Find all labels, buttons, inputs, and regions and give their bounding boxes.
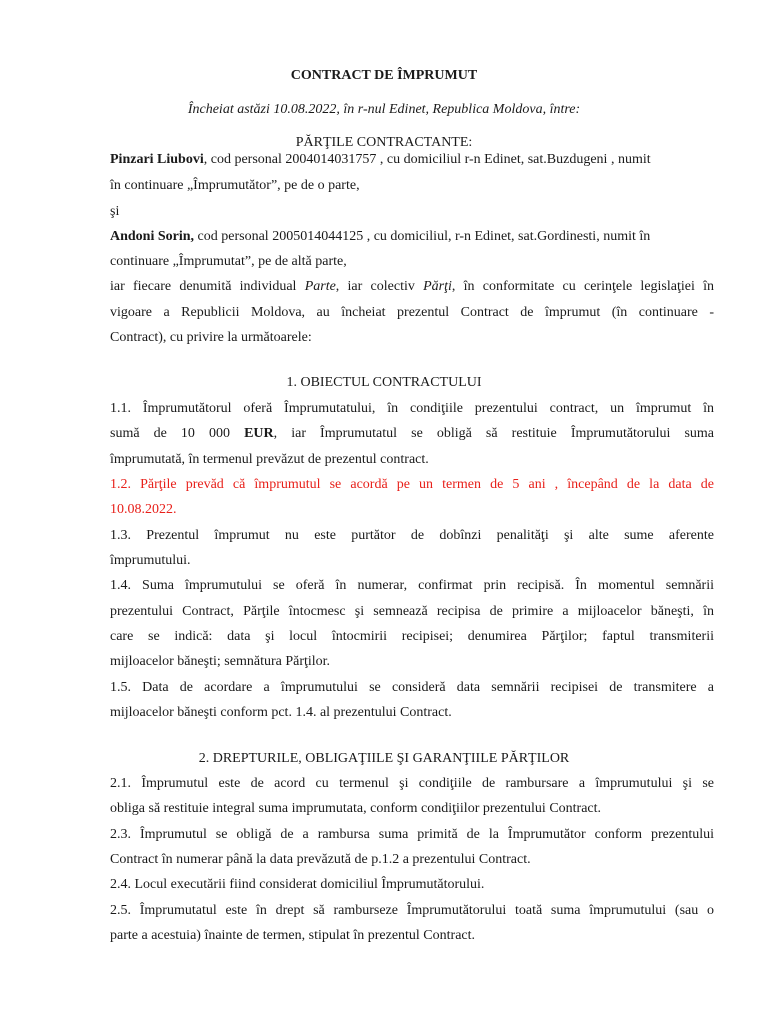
clause-1-1-line-1: 1.1. Împrumutătorul oferă Împrumutatului, în condiţiile prezentului contract, un împrumut în: [110, 401, 714, 416]
lender-line-1: Pinzari Liubovi, cod personal 2004014031757 , cu domiciliul r-n Edinet, sat.Buzdugeni , numit: [110, 152, 651, 167]
borrower-name: Andoni Sorin,: [110, 229, 195, 244]
and-conjunction: şi: [110, 204, 120, 219]
clause-1-3-line-1: 1.3. Prezentul împrumut nu este purtător de dobînzi penalităţi şi alte sume aferente: [110, 528, 714, 543]
currency-eur: EUR: [244, 426, 274, 441]
document-title: CONTRACT DE ÎMPRUMUT: [290, 68, 478, 83]
clause-2-1-line-1: 2.1. Împrumutul este de acord cu termenul şi condiţiile de rambursare a împrumutului şi se: [110, 776, 714, 791]
parties-heading: PĂRŢILE CONTRACTANTE:: [295, 135, 473, 150]
clause-1-2-line-2: 10.08.2022.: [110, 502, 177, 517]
common-line-3: Contract), cu privire la următoarele:: [110, 330, 312, 345]
common-line-1: iar fiecare denumită individual Parte, iar colectiv Părţi, în conformitate cu cerinţele legislaţiei în: [110, 279, 714, 294]
clause-2-5-line-2: parte a acestuia) înainte de termen, stipulat în prezentul Contract.: [110, 928, 476, 943]
document-subtitle: Încheiat astăzi 10.08.2022, în r-nul Edinet, Republica Moldova, între:: [187, 102, 581, 117]
clause-2-5-line-1: 2.5. Împrumutatul este în drept să ramburseze Împrumutătorului toată suma împrumutului (sau o: [110, 903, 714, 918]
clause-1-5-line-1: 1.5. Data de acordare a împrumutului se consideră data semnării recipisei de transmitere a: [110, 680, 714, 695]
clause-2-1-line-2: obliga să restituie integral suma imprumutata, conform condiţiilor prezentului Contract.: [110, 801, 602, 816]
clause-1-1-line-2: sumă de 10 000 EUR, iar Împrumutatul se obligă să restituie Împrumutătorului suma: [110, 426, 715, 441]
clause-1-5-line-2: mijloacelor băneşti conform pct. 1.4. al prezentului Contract.: [110, 705, 452, 720]
common-line-2: vigoare a Republicii Moldova, au încheiat prezentul Contract de împrumut (în continuare -: [110, 305, 714, 320]
borrower-line-2: continuare „Împrumutat”, pe de altă parte,: [110, 254, 347, 269]
clause-1-4-line-4: mijloacelor băneşti; semnătura Părţilor.: [110, 654, 331, 669]
clause-1-2-line-1: 1.2. Părţile prevăd că împrumutul se acordă pe un termen de 5 ani , începând de la data de: [110, 477, 714, 492]
clause-1-4-line-2: prezentului Contract, Părţile întocmesc şi semnează recipisa de primire a mijloacelor băneşti, în: [110, 604, 714, 619]
lender-line-2: în continuare „Împrumutător”, pe de o parte,: [110, 178, 360, 193]
clause-2-3-line-1: 2.3. Împrumutul se obligă de a rambursa suma primită de la Împrumutător conform prezentului: [110, 827, 714, 842]
clause-1-4-line-1: 1.4. Suma împrumutului se oferă în numerar, confirmat prin recipisă. În momentul semnării: [110, 578, 714, 593]
section-1-heading: 1. OBIECTUL CONTRACTULUI: [286, 375, 482, 390]
clause-1-4-line-3: care se indică: data şi locul întocmirii recipisei; denumirea Părţilor; faptul transmiterii: [110, 629, 714, 644]
section-2-heading: 2. DREPTURILE, OBLIGAŢIILE ŞI GARANŢIILE PĂRŢILOR: [198, 751, 570, 766]
clause-1-3-line-2: împrumutului.: [110, 553, 191, 568]
lender-name: Pinzari Liubovi: [110, 152, 204, 167]
borrower-line-1: Andoni Sorin, cod personal 2005014044125 , cu domiciliul, r-n Edinet, sat.Gordinesti, numit în: [110, 229, 651, 244]
clause-1-1-line-3: împrumutată, în termenul prevăzut de prezentul contract.: [110, 452, 429, 467]
clause-2-4-line-1: 2.4. Locul executării fiind considerat domiciliul Împrumutătorului.: [110, 877, 485, 892]
clause-2-3-line-2: Contract în numerar până la data prevăzută de p.1.2 a prezentului Contract.: [110, 852, 531, 867]
